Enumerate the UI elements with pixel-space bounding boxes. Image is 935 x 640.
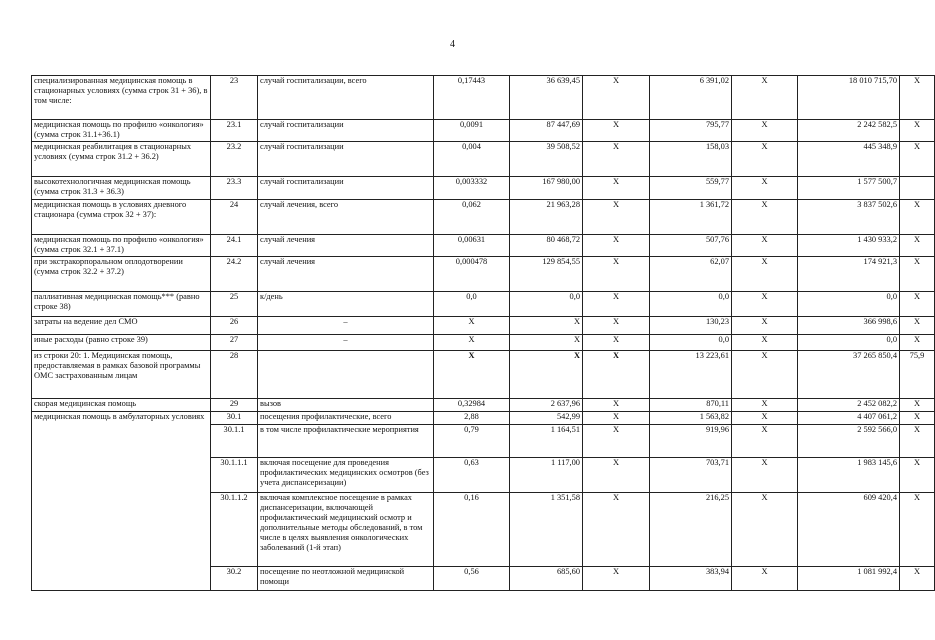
row-norm: 0,56: [434, 567, 510, 591]
row-total: 18 010 715,70: [798, 76, 900, 120]
row-total: 0,0: [798, 335, 900, 351]
row-code: 30.1: [211, 412, 258, 425]
table-row: [32, 412, 935, 425]
row-norm: X: [434, 351, 510, 399]
row-code: 30.1.1.2: [211, 493, 258, 567]
table-row: [32, 177, 935, 200]
table-row: [32, 257, 935, 292]
row-x2: X: [732, 200, 798, 235]
row-unit: к/день: [258, 292, 434, 317]
row-x1: X: [583, 292, 650, 317]
row-unit: случай лечения: [258, 235, 434, 257]
row-name: паллиативная медицинская помощь*** (равно строке 38): [32, 292, 211, 317]
row-total: 1 081 992,4: [798, 567, 900, 591]
row-per-capita: 6 391,02: [650, 76, 732, 120]
row-code: 26: [211, 317, 258, 335]
row-cost: 685,60: [510, 567, 583, 591]
row-code: 23.3: [211, 177, 258, 200]
row-name: высокотехнологичная медицинская помощь (сумма строк 31.3 + 36.3): [32, 177, 211, 200]
row-total: 3 837 502,6: [798, 200, 900, 235]
row-total: 37 265 850,4: [798, 351, 900, 399]
row-unit: случай лечения: [258, 257, 434, 292]
row-x1: X: [583, 200, 650, 235]
row-unit: случай госпитализации: [258, 120, 434, 142]
row-code: 25: [211, 292, 258, 317]
row-unit: посещения профилактические, всего: [258, 412, 434, 425]
row-total: 2 452 082,2: [798, 399, 900, 412]
row-code: 23.2: [211, 142, 258, 177]
row-total: 1 430 933,2: [798, 235, 900, 257]
row-x2: X: [732, 399, 798, 412]
row-x1: X: [583, 458, 650, 493]
row-cost: 2 637,96: [510, 399, 583, 412]
table-body: [32, 76, 935, 591]
row-x2: X: [732, 425, 798, 458]
row-norm: 0,004: [434, 142, 510, 177]
row-unit: в том числе профилактические мероприятия: [258, 425, 434, 458]
row-x2: X: [732, 567, 798, 591]
row-unit: случай госпитализации, всего: [258, 76, 434, 120]
row-code: 27: [211, 335, 258, 351]
row-name: медицинская помощь по профилю «онкология» (сумма строк 31.1+36.1): [32, 120, 211, 142]
row-unit: –: [258, 317, 434, 335]
table-row: [32, 335, 935, 351]
row-x1: X: [583, 317, 650, 335]
row-x1: X: [583, 412, 650, 425]
row-norm: 0,79: [434, 425, 510, 458]
row-cost: X: [510, 317, 583, 335]
row-total: 2 242 582,5: [798, 120, 900, 142]
table-row: [32, 351, 935, 399]
row-name: из строки 20: 1. Медицинская помощь, предоставляемая в рамках базовой программы ОМС застрахованным лицам: [32, 351, 211, 399]
row-x1: X: [583, 177, 650, 200]
row-total: 174 921,3: [798, 257, 900, 292]
row-cost: X: [510, 351, 583, 399]
row-x1: X: [583, 425, 650, 458]
row-per-capita: 13 223,61: [650, 351, 732, 399]
row-code: 30.1.1: [211, 425, 258, 458]
row-x2: X: [732, 351, 798, 399]
row-cost: 1 117,00: [510, 458, 583, 493]
row-total: 445 348,9: [798, 142, 900, 177]
row-total: 4 407 061,2: [798, 412, 900, 425]
row-norm: 0,062: [434, 200, 510, 235]
row-norm: 0,00631: [434, 235, 510, 257]
row-unit: включая посещение для проведения профилактических медицинских осмотров (без учета диспансеризации): [258, 458, 434, 493]
row-code: 24: [211, 200, 258, 235]
row-unit: случай госпитализации: [258, 177, 434, 200]
row-x1: X: [583, 335, 650, 351]
row-last: X: [900, 399, 935, 412]
row-last: X: [900, 235, 935, 257]
row-last: [900, 177, 935, 200]
row-x2: X: [732, 458, 798, 493]
table-row: [32, 399, 935, 412]
row-per-capita: 158,03: [650, 142, 732, 177]
row-unit: случай лечения, всего: [258, 200, 434, 235]
row-code: 30.1.1.1: [211, 458, 258, 493]
row-code: 28: [211, 351, 258, 399]
row-code: 29: [211, 399, 258, 412]
row-total: 609 420,4: [798, 493, 900, 567]
row-norm: 0,32984: [434, 399, 510, 412]
row-unit: вызов: [258, 399, 434, 412]
row-code: 24.1: [211, 235, 258, 257]
row-cost: 129 854,55: [510, 257, 583, 292]
table-row: [32, 235, 935, 257]
table-row: [32, 120, 935, 142]
row-name: затраты на ведение дел СМО: [32, 317, 211, 335]
row-x2: X: [732, 493, 798, 567]
row-per-capita: 559,77: [650, 177, 732, 200]
row-unit: включая комплексное посещение в рамках диспансеризации, включающей профилактический медицинский осмотр и дополнительные методы обследований, в том числе в целях выявления онкологических заболеваний (1-й этап): [258, 493, 434, 567]
row-cost: 0,0: [510, 292, 583, 317]
row-last: X: [900, 317, 935, 335]
row-x2: X: [732, 412, 798, 425]
row-norm: 0,000478: [434, 257, 510, 292]
row-per-capita: 62,07: [650, 257, 732, 292]
row-total: 2 592 566,0: [798, 425, 900, 458]
row-norm: X: [434, 335, 510, 351]
row-cost: 80 468,72: [510, 235, 583, 257]
row-x2: X: [732, 142, 798, 177]
table-row: [32, 200, 935, 235]
row-last: 75,9: [900, 351, 935, 399]
row-last: X: [900, 120, 935, 142]
row-name: при экстракорпоральном оплодотворении (сумма строк 32.2 + 37.2): [32, 257, 211, 292]
row-total: 1 983 145,6: [798, 458, 900, 493]
page-number: 4: [450, 39, 455, 50]
row-code: 24.2: [211, 257, 258, 292]
row-code: 30.2: [211, 567, 258, 591]
row-cost: 39 508,52: [510, 142, 583, 177]
row-name: медицинская реабилитация в стационарных условиях (сумма строк 31.2 + 36.2): [32, 142, 211, 177]
row-x2: X: [732, 177, 798, 200]
row-cost: 1 164,51: [510, 425, 583, 458]
row-cost: 36 639,45: [510, 76, 583, 120]
row-cost: 1 351,58: [510, 493, 583, 567]
row-last: X: [900, 412, 935, 425]
row-per-capita: 1 361,72: [650, 200, 732, 235]
row-x1: X: [583, 142, 650, 177]
row-per-capita: 703,71: [650, 458, 732, 493]
row-per-capita: 919,96: [650, 425, 732, 458]
row-per-capita: 1 563,82: [650, 412, 732, 425]
row-per-capita: 216,25: [650, 493, 732, 567]
row-x1: X: [583, 351, 650, 399]
row-x1: X: [583, 76, 650, 120]
row-per-capita: 383,94: [650, 567, 732, 591]
row-last: X: [900, 458, 935, 493]
row-unit: –: [258, 335, 434, 351]
row-x1: X: [583, 493, 650, 567]
row-cost: 21 963,28: [510, 200, 583, 235]
table-row: [32, 317, 935, 335]
row-x2: X: [732, 76, 798, 120]
row-norm: 0,17443: [434, 76, 510, 120]
row-per-capita: 0,0: [650, 335, 732, 351]
row-code: 23: [211, 76, 258, 120]
row-total: 0,0: [798, 292, 900, 317]
row-unit: посещение по неотложной медицинской помощи: [258, 567, 434, 591]
row-last: X: [900, 76, 935, 120]
row-per-capita: 507,76: [650, 235, 732, 257]
row-cost: 167 980,00: [510, 177, 583, 200]
row-norm: 0,003332: [434, 177, 510, 200]
row-norm: 0,0091: [434, 120, 510, 142]
row-per-capita: 130,23: [650, 317, 732, 335]
row-name: медицинская помощь в амбулаторных условиях: [32, 412, 211, 591]
row-unit: [258, 351, 434, 399]
row-x2: X: [732, 292, 798, 317]
row-last: X: [900, 292, 935, 317]
row-last: X: [900, 493, 935, 567]
row-x1: X: [583, 120, 650, 142]
row-norm: X: [434, 317, 510, 335]
table-row: [32, 142, 935, 177]
row-norm: 0,16: [434, 493, 510, 567]
row-per-capita: 870,11: [650, 399, 732, 412]
row-norm: 2,88: [434, 412, 510, 425]
row-last: X: [900, 257, 935, 292]
row-total: 1 577 500,7: [798, 177, 900, 200]
row-last: X: [900, 425, 935, 458]
row-x2: X: [732, 317, 798, 335]
row-cost: 87 447,69: [510, 120, 583, 142]
row-per-capita: 0,0: [650, 292, 732, 317]
table-row: [32, 76, 935, 120]
row-x2: X: [732, 257, 798, 292]
row-code: 23.1: [211, 120, 258, 142]
row-x2: X: [732, 120, 798, 142]
row-norm: 0,63: [434, 458, 510, 493]
row-per-capita: 795,77: [650, 120, 732, 142]
table-row: [32, 292, 935, 317]
row-name: иные расходы (равно строке 39): [32, 335, 211, 351]
row-x2: X: [732, 235, 798, 257]
row-norm: 0,0: [434, 292, 510, 317]
row-total: 366 998,6: [798, 317, 900, 335]
tariff-table: [31, 75, 935, 591]
row-x2: X: [732, 335, 798, 351]
row-name: медицинская помощь в условиях дневного стационара (сумма строк 32 + 37):: [32, 200, 211, 235]
row-x1: X: [583, 235, 650, 257]
row-last: X: [900, 200, 935, 235]
row-cost: 542,99: [510, 412, 583, 425]
row-last: X: [900, 567, 935, 591]
row-cost: X: [510, 335, 583, 351]
row-name: скорая медицинская помощь: [32, 399, 211, 412]
row-name: медицинская помощь по профилю «онкология» (сумма строк 32.1 + 37.1): [32, 235, 211, 257]
row-unit: случай госпитализации: [258, 142, 434, 177]
row-x1: X: [583, 257, 650, 292]
row-name: специализированная медицинская помощь в стационарных условиях (сумма строк 31 + 36), в том числе:: [32, 76, 211, 120]
row-x1: X: [583, 567, 650, 591]
row-last: X: [900, 142, 935, 177]
row-last: X: [900, 335, 935, 351]
row-x1: X: [583, 399, 650, 412]
